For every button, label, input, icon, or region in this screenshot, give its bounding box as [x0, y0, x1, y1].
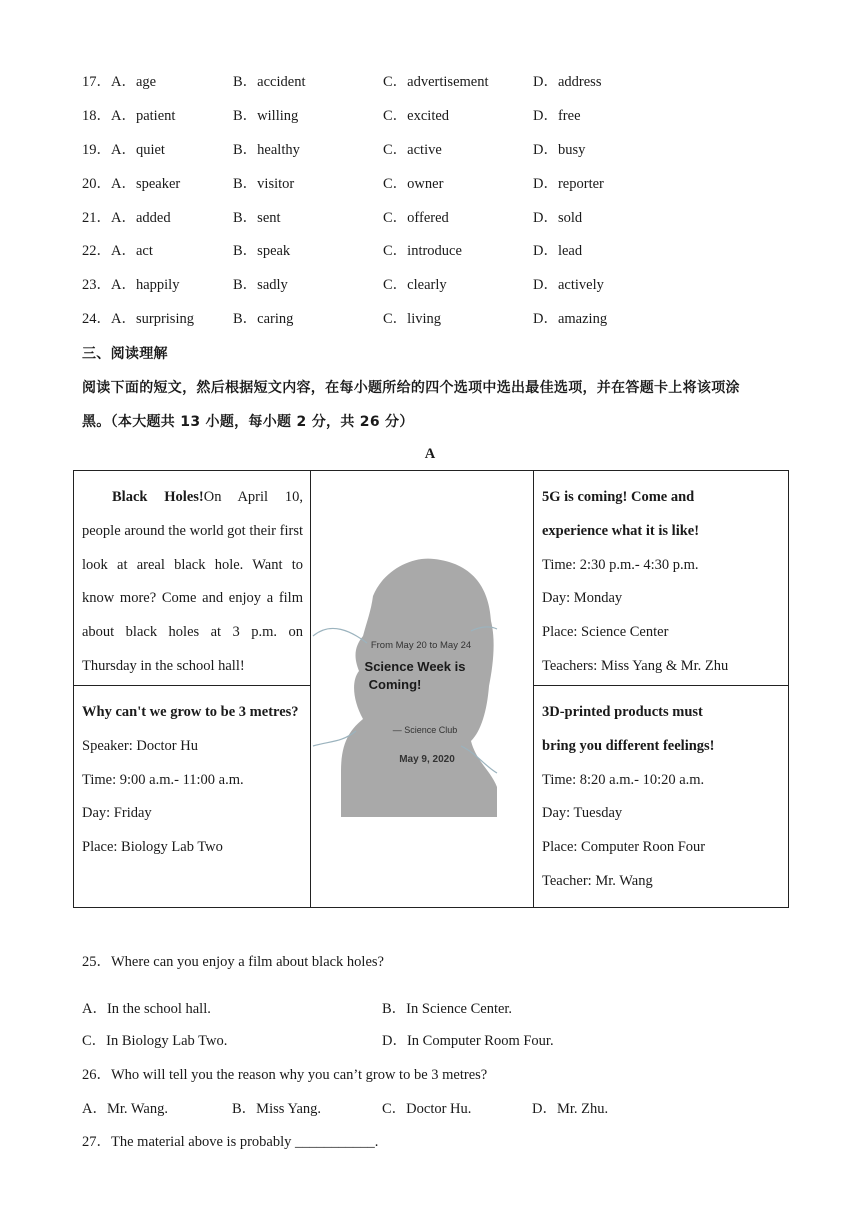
section-title: 三、阅读理解: [82, 346, 168, 362]
option-text: A．patient: [111, 108, 176, 124]
option-text: B．accident: [233, 74, 306, 90]
option-text: C．excited: [383, 108, 450, 124]
poster-headline-1: Science Week is: [364, 659, 466, 674]
option-a: [82, 241, 153, 261]
fiveg-ad: [534, 471, 789, 686]
ads-table: [73, 470, 789, 908]
question-25-option-c: C．In Biology Lab Two.: [82, 1033, 228, 1049]
option-text: D．sold: [533, 210, 583, 226]
option-text: B．speak: [233, 243, 291, 259]
option-a: [82, 72, 156, 92]
question-26-stem: 26．Who will tell you the reason why you can’t grow to be 3 metres?: [82, 1067, 488, 1083]
option-a: [82, 275, 179, 295]
fiveg-teachers: Teachers: Miss Yang & Mr. Zhu: [542, 657, 729, 674]
option-text: A．surprising: [111, 311, 194, 327]
poster-headline-2: Coming!: [368, 677, 422, 692]
option-d: [533, 208, 582, 228]
printed-time: Time: 8:20 a.m.- 10:20 a.m.: [542, 771, 705, 788]
question-25-option-a: A．In the school hall.: [82, 1001, 211, 1017]
poster-date: May 9, 2020: [399, 754, 455, 765]
option-d: [533, 106, 581, 126]
question-26-option-a: A．Mr. Wang.: [82, 1101, 168, 1117]
option-text: A．happily: [111, 277, 180, 293]
grow-speaker: Speaker: Doctor Hu: [82, 737, 198, 754]
option-text: D．busy: [533, 142, 586, 158]
printed-title-2: bring you different feelings!: [542, 737, 715, 754]
science-week-poster: [311, 471, 533, 907]
option-b: [233, 174, 294, 194]
option-text: B．sent: [233, 210, 281, 226]
option-text: D．reporter: [533, 176, 604, 192]
option-b: [233, 208, 281, 228]
option-text: C．owner: [383, 176, 444, 192]
option-text: D．amazing: [533, 311, 608, 327]
option-c: [383, 275, 447, 295]
question-26-option-c: C．Doctor Hu.: [382, 1101, 472, 1117]
printed-place: Place: Computer Roon Four: [542, 839, 706, 856]
head-silhouette-graphic: [311, 471, 533, 907]
option-text: C．active: [383, 142, 442, 158]
option-c: [383, 241, 462, 261]
fiveg-time: Time: 2:30 p.m.- 4:30 p.m.: [542, 556, 699, 573]
question-25-stem: 25．Where can you enjoy a film about black holes?: [82, 954, 384, 970]
option-c: [383, 72, 489, 92]
option-text: C．advertisement: [383, 74, 489, 90]
question-number: 17．: [82, 74, 111, 90]
option-text: A．age: [111, 74, 157, 90]
question-25-option-d: D．In Computer Room Four.: [382, 1033, 554, 1049]
option-text: B．willing: [233, 108, 299, 124]
option-b: [233, 309, 293, 329]
fiveg-day: Day: Monday: [542, 590, 623, 607]
option-text: C．introduce: [383, 243, 462, 259]
fiveg-place: Place: Science Center: [542, 624, 669, 641]
option-d: [533, 174, 604, 194]
option-text: A．act: [111, 243, 153, 259]
black-holes-body: On April 10, people around the world got their first look at areal black hole. Want to know more? Come and enjoy a film about black holes at 3 p.m. on Thursday in the school hall!: [82, 489, 304, 674]
option-c: [383, 174, 443, 194]
printed-title-1: 3D-printed products must: [542, 704, 703, 720]
fiveg-title-2: experience what it is like!: [542, 522, 700, 539]
option-text: D．address: [533, 74, 602, 90]
grow-ad: [74, 686, 311, 908]
grow-day: Day: Friday: [82, 805, 152, 822]
grow-place: Place: Biology Lab Two: [82, 839, 223, 856]
question-26-option-b: B．Miss Yang.: [232, 1101, 322, 1117]
printed-teacher: Teacher: Mr. Wang: [542, 872, 653, 889]
option-text: D．free: [533, 108, 581, 124]
option-b: [233, 140, 300, 160]
question-25-option-b: B．In Science Center.: [382, 1001, 513, 1017]
black-holes-ad: [74, 471, 311, 686]
option-a: [82, 174, 180, 194]
option-text: B．visitor: [233, 176, 295, 192]
question-26-option-d: D．Mr. Zhu.: [532, 1101, 609, 1117]
science-week-poster-cell: [311, 471, 534, 908]
option-d: [533, 309, 607, 329]
question-number: 19．: [82, 142, 111, 158]
option-text: B．sadly: [233, 277, 288, 293]
option-d: [533, 275, 604, 295]
option-c: [383, 106, 449, 126]
question-number: 23．: [82, 277, 111, 293]
option-b: [233, 241, 290, 261]
option-text: B．healthy: [233, 142, 300, 158]
option-text: C．offered: [383, 210, 449, 226]
option-b: [233, 72, 305, 92]
option-b: [233, 275, 288, 295]
option-b: [233, 106, 298, 126]
option-d: [533, 72, 601, 92]
question-number: 21．: [82, 210, 111, 226]
option-c: [383, 309, 441, 329]
option-text: B．caring: [233, 311, 294, 327]
question-number: 22．: [82, 243, 111, 259]
fiveg-title-1: 5G is coming! Come and: [542, 489, 695, 505]
instructions-line-1: 阅读下面的短文，然后根据短文内容，在每小题所给的四个选项中选出最佳选项，并在答题卡上将该项涂: [82, 380, 740, 396]
option-a: [82, 140, 165, 160]
passage-label: A: [424, 446, 436, 462]
option-d: [533, 241, 582, 261]
option-a: [82, 208, 171, 228]
question-number: 24．: [82, 311, 111, 327]
option-c: [383, 208, 449, 228]
option-a: [82, 309, 194, 329]
option-text: A．speaker: [111, 176, 181, 192]
option-c: [383, 140, 442, 160]
option-text: A．quiet: [111, 142, 165, 158]
instructions-line-2: 黑。（本大题共 13 小题，每小题 2 分，共 26 分）: [82, 414, 414, 430]
printed-ad: [534, 686, 789, 908]
option-text: D．lead: [533, 243, 583, 259]
option-a: [82, 106, 175, 126]
grow-time: Time: 9:00 a.m.- 11:00 a.m.: [82, 771, 244, 788]
grow-title: Why can't we grow to be 3 metres?: [82, 704, 299, 720]
question-number: 18．: [82, 108, 111, 124]
question-number: 20．: [82, 176, 111, 192]
black-holes-title: Black Holes!: [112, 489, 204, 505]
printed-day: Day: Tuesday: [542, 805, 623, 822]
option-text: C．living: [383, 311, 442, 327]
option-text: C．clearly: [383, 277, 447, 293]
option-d: [533, 140, 585, 160]
option-text: D．actively: [533, 277, 604, 293]
question-27-stem: 27．The material above is probably ___________.: [82, 1134, 379, 1150]
poster-club: — Science Club: [392, 725, 458, 735]
poster-dates: From May 20 to May 24: [370, 640, 472, 651]
option-text: A．added: [111, 210, 171, 226]
